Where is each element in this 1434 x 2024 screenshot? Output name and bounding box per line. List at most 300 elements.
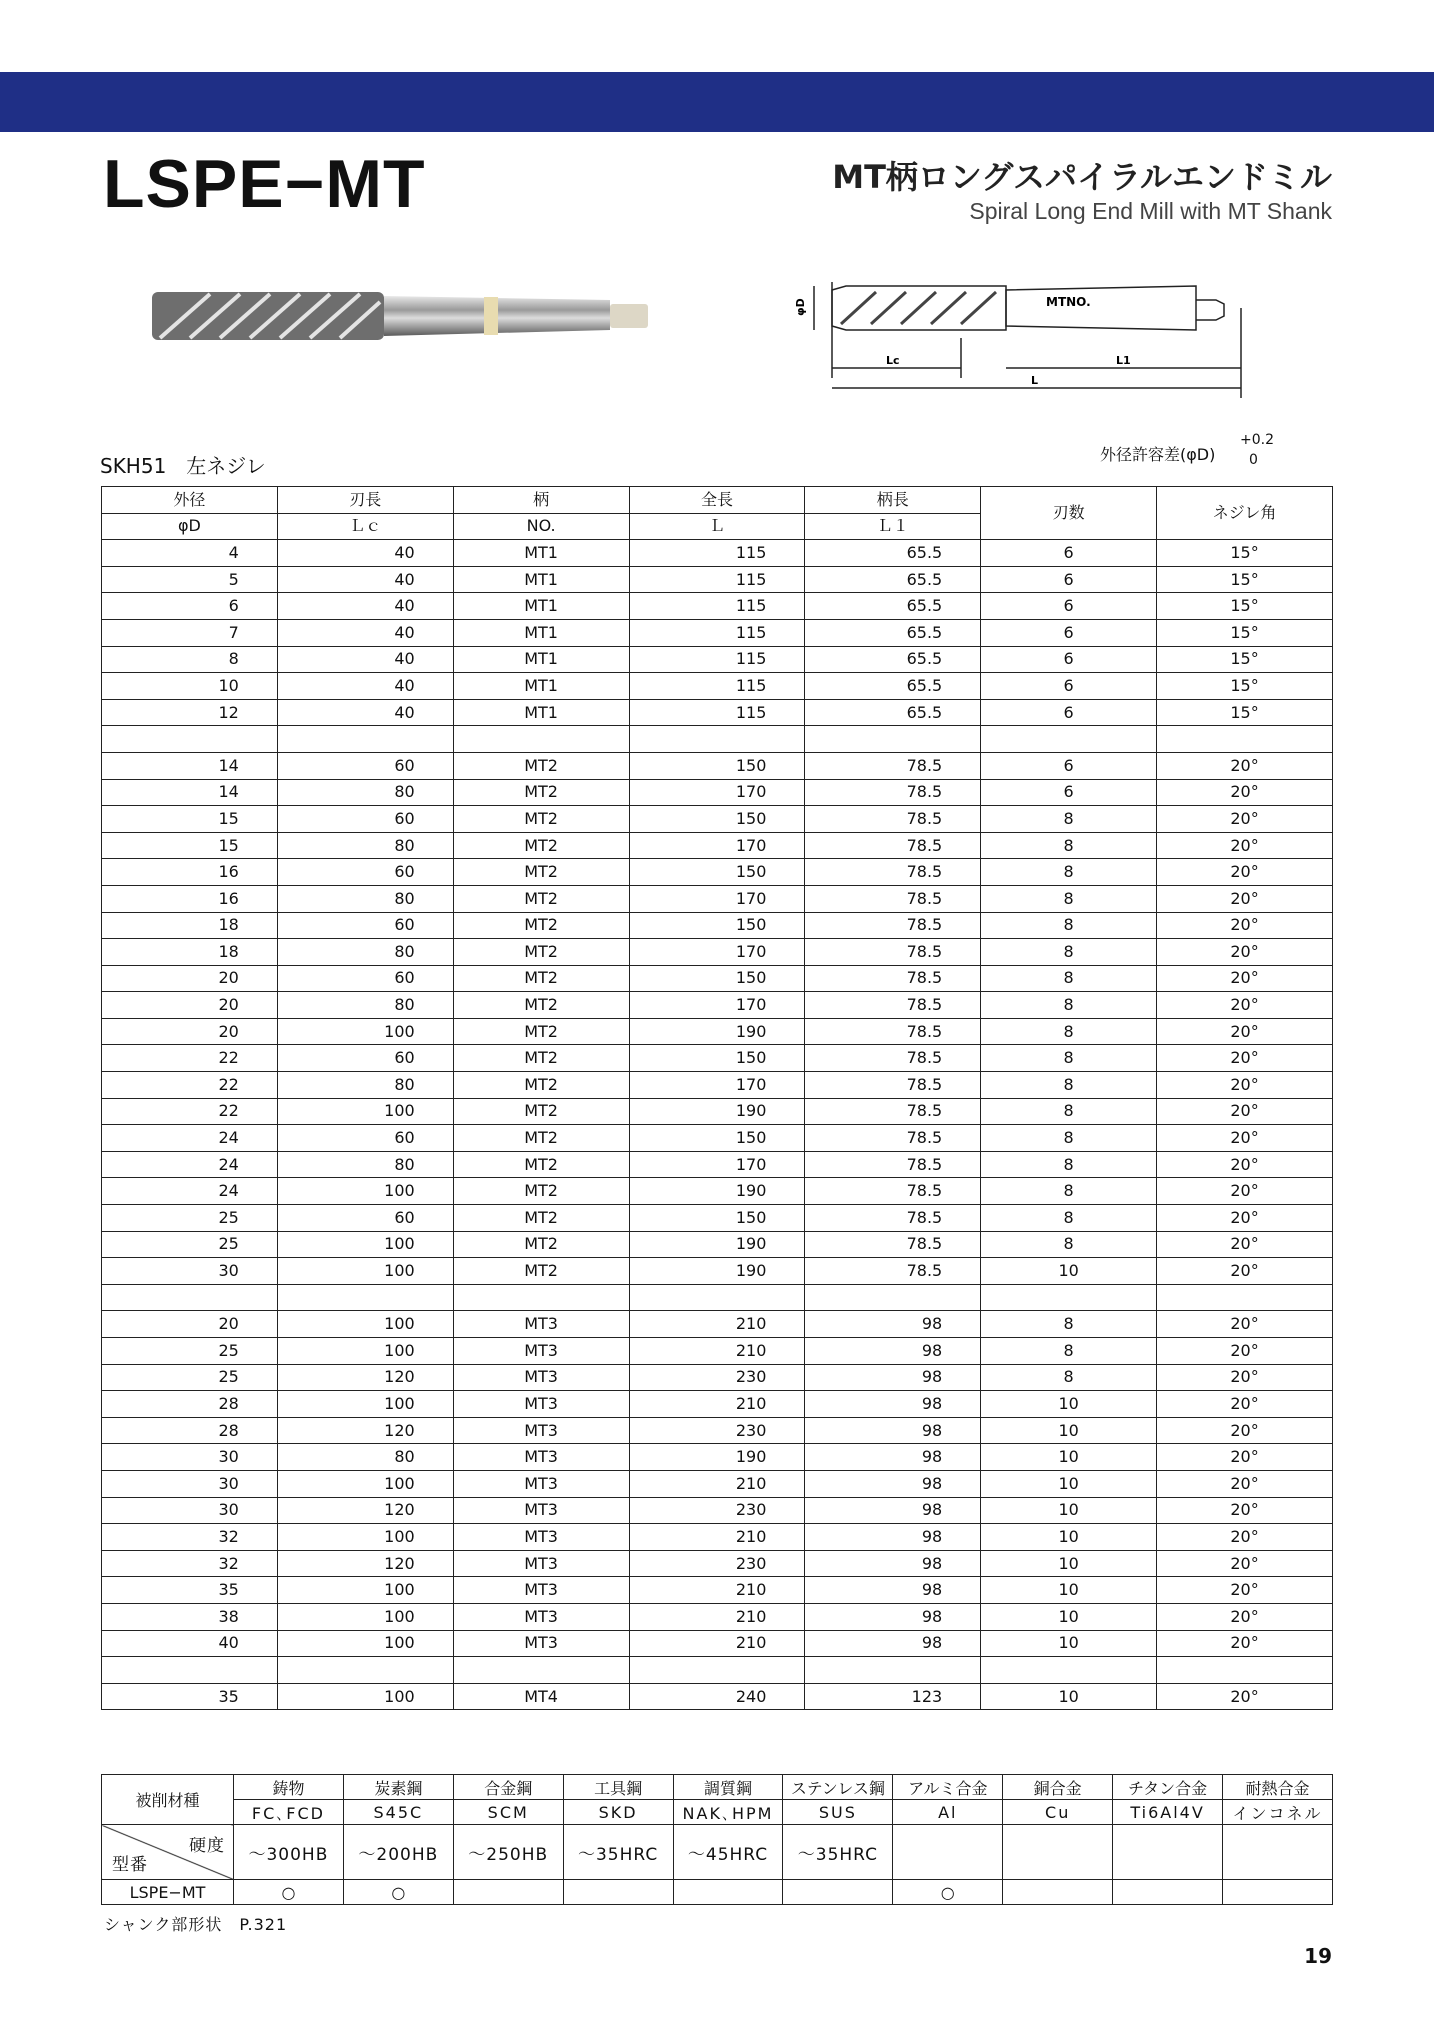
hardness-value: ～300HB xyxy=(234,1825,344,1880)
cell-overall-length: 190 xyxy=(629,1258,805,1285)
table-row xyxy=(102,1577,1333,1604)
type-label: 型番 xyxy=(112,1855,148,1875)
table-row xyxy=(102,1630,1333,1657)
cell-flutes: 8 xyxy=(981,832,1157,859)
hardness-value: ～200HB xyxy=(343,1825,453,1880)
cell-shank-no: MT3 xyxy=(453,1603,629,1630)
cell-shank-length: 65.5 xyxy=(805,646,981,673)
cell-helix-angle: 20° xyxy=(1157,1125,1333,1152)
cell-flutes xyxy=(981,726,1157,753)
cell-overall-length: 210 xyxy=(629,1391,805,1418)
cell-shank-no: MT3 xyxy=(453,1417,629,1444)
table-row xyxy=(102,806,1333,833)
cell-overall-length: 210 xyxy=(629,1630,805,1657)
hardness-label: 硬度 xyxy=(189,1836,225,1856)
cell-helix-angle: 20° xyxy=(1157,965,1333,992)
cell-diameter: 18 xyxy=(102,912,278,939)
cell-shank-no: MT1 xyxy=(453,673,629,700)
material-category: 銅合金 xyxy=(1003,1775,1113,1800)
hardness-value xyxy=(1003,1825,1113,1880)
cell-shank-length: 65.5 xyxy=(805,673,981,700)
table-row xyxy=(102,726,1333,753)
cell-helix-angle: 20° xyxy=(1157,992,1333,1019)
table-row xyxy=(102,566,1333,593)
cell-flutes: 8 xyxy=(981,1125,1157,1152)
cell-shank-length: 65.5 xyxy=(805,699,981,726)
cell-flutes: 8 xyxy=(981,1178,1157,1205)
cell-overall-length: 190 xyxy=(629,1444,805,1471)
cell-flutes: 6 xyxy=(981,699,1157,726)
cell-diameter: 8 xyxy=(102,646,278,673)
cell-overall-length xyxy=(629,1284,805,1311)
material-category: アルミ合金 xyxy=(893,1775,1003,1800)
cell-flutes: 8 xyxy=(981,1338,1157,1365)
table-row xyxy=(102,1311,1333,1338)
cell-shank-no: MT3 xyxy=(453,1497,629,1524)
cell-diameter: 25 xyxy=(102,1364,278,1391)
cell-flute-length: 100 xyxy=(277,1178,453,1205)
table-row xyxy=(102,885,1333,912)
cell-flute-length: 80 xyxy=(277,992,453,1019)
cell-flute-length: 80 xyxy=(277,1072,453,1099)
material-category: 炭素鋼 xyxy=(343,1775,453,1800)
table-row xyxy=(102,699,1333,726)
cell-flute-length: 40 xyxy=(277,593,453,620)
cell-overall-length: 210 xyxy=(629,1603,805,1630)
cell-shank-no: MT1 xyxy=(453,593,629,620)
cell-helix-angle: 15° xyxy=(1157,619,1333,646)
table-row xyxy=(102,1258,1333,1285)
cell-overall-length: 230 xyxy=(629,1417,805,1444)
cell-shank-length: 78.5 xyxy=(805,1178,981,1205)
cell-flutes: 6 xyxy=(981,619,1157,646)
cell-flute-length: 60 xyxy=(277,859,453,886)
diameter-label: φD xyxy=(794,298,807,316)
cell-diameter: 20 xyxy=(102,1018,278,1045)
material-type-label: 被削材種 xyxy=(102,1775,234,1825)
cell-overall-length xyxy=(629,1657,805,1684)
cell-flute-length: 80 xyxy=(277,885,453,912)
cell-shank-length: 98 xyxy=(805,1470,981,1497)
cell-flutes: 10 xyxy=(981,1603,1157,1630)
material-category: 鋳物 xyxy=(234,1775,344,1800)
cell-shank-no: MT1 xyxy=(453,646,629,673)
material-code: NAK､HPM xyxy=(673,1800,783,1825)
table-row xyxy=(102,1045,1333,1072)
cell-flute-length: 40 xyxy=(277,699,453,726)
cell-diameter: 12 xyxy=(102,699,278,726)
material-category: 工具鋼 xyxy=(563,1775,673,1800)
cell-flute-length: 40 xyxy=(277,566,453,593)
cell-overall-length: 150 xyxy=(629,965,805,992)
cell-overall-length: 190 xyxy=(629,1231,805,1258)
cell-helix-angle: 15° xyxy=(1157,699,1333,726)
cell-diameter: 32 xyxy=(102,1524,278,1551)
cell-overall-length: 115 xyxy=(629,593,805,620)
cell-flute-length xyxy=(277,1657,453,1684)
table-row xyxy=(102,1391,1333,1418)
table-row xyxy=(102,1603,1333,1630)
cell-flute-length: 100 xyxy=(277,1603,453,1630)
cell-helix-angle: 15° xyxy=(1157,673,1333,700)
table-row xyxy=(102,939,1333,966)
hardness-value: ～35HRC xyxy=(783,1825,893,1880)
cell-flutes: 8 xyxy=(981,1018,1157,1045)
spec-table xyxy=(101,486,1333,1710)
cell-flute-length: 60 xyxy=(277,912,453,939)
cell-diameter: 24 xyxy=(102,1151,278,1178)
cell-helix-angle: 20° xyxy=(1157,1497,1333,1524)
cell-flutes: 10 xyxy=(981,1577,1157,1604)
cell-shank-no: MT2 xyxy=(453,1231,629,1258)
cell-shank-length: 98 xyxy=(805,1417,981,1444)
cell-overall-length: 210 xyxy=(629,1311,805,1338)
cell-shank-no: MT2 xyxy=(453,1258,629,1285)
cell-overall-length: 170 xyxy=(629,885,805,912)
header-flute-length: 刃長 xyxy=(277,487,453,514)
cell-diameter: 40 xyxy=(102,1630,278,1657)
cell-overall-length: 170 xyxy=(629,1151,805,1178)
cell-helix-angle: 20° xyxy=(1157,1524,1333,1551)
cell-overall-length: 115 xyxy=(629,540,805,567)
cell-overall-length: 115 xyxy=(629,646,805,673)
cell-flutes: 8 xyxy=(981,1205,1157,1232)
cell-flute-length: 100 xyxy=(277,1470,453,1497)
cell-flute-length: 120 xyxy=(277,1364,453,1391)
cell-helix-angle: 15° xyxy=(1157,593,1333,620)
cell-helix-angle: 20° xyxy=(1157,1072,1333,1099)
cell-diameter: 10 xyxy=(102,673,278,700)
cell-helix-angle: 20° xyxy=(1157,1577,1333,1604)
cell-flute-length: 100 xyxy=(277,1018,453,1045)
cell-flute-length: 80 xyxy=(277,779,453,806)
cell-shank-length: 98 xyxy=(805,1577,981,1604)
header-l1-symbol: Ｌ１ xyxy=(805,513,981,540)
table-row xyxy=(102,1018,1333,1045)
cell-diameter: 14 xyxy=(102,779,278,806)
cell-diameter: 14 xyxy=(102,752,278,779)
cell-diameter: 6 xyxy=(102,593,278,620)
material-category: 合金鋼 xyxy=(453,1775,563,1800)
cell-diameter: 35 xyxy=(102,1577,278,1604)
cell-shank-length: 65.5 xyxy=(805,619,981,646)
cell-diameter: 30 xyxy=(102,1258,278,1285)
cell-helix-angle: 20° xyxy=(1157,1098,1333,1125)
material-code: S45C xyxy=(343,1800,453,1825)
cell-overall-length: 230 xyxy=(629,1497,805,1524)
cell-helix-angle: 20° xyxy=(1157,832,1333,859)
table-row xyxy=(102,1524,1333,1551)
table-row xyxy=(102,752,1333,779)
page-number: 19 xyxy=(1304,1944,1332,1968)
cell-shank-length: 78.5 xyxy=(805,779,981,806)
cell-overall-length: 170 xyxy=(629,832,805,859)
cell-overall-length: 240 xyxy=(629,1683,805,1710)
cell-flute-length: 60 xyxy=(277,1205,453,1232)
table-row xyxy=(102,1417,1333,1444)
cell-flute-length: 100 xyxy=(277,1524,453,1551)
table-row xyxy=(102,1657,1333,1684)
cell-shank-length: 98 xyxy=(805,1391,981,1418)
cell-flutes: 8 xyxy=(981,1311,1157,1338)
tolerance-label: 外径許容差(φD) xyxy=(1100,445,1216,464)
cell-shank-no: MT2 xyxy=(453,1151,629,1178)
cell-shank-length: 98 xyxy=(805,1603,981,1630)
cell-flute-length: 40 xyxy=(277,619,453,646)
material-spec: SKH51 左ネジレ xyxy=(100,454,266,478)
cell-flute-length: 40 xyxy=(277,646,453,673)
table-row xyxy=(102,1497,1333,1524)
table-row xyxy=(102,1470,1333,1497)
cell-flutes: 6 xyxy=(981,540,1157,567)
cell-flutes: 6 xyxy=(981,646,1157,673)
header-shank: 柄 xyxy=(453,487,629,514)
cell-shank-length: 65.5 xyxy=(805,593,981,620)
cell-flutes: 10 xyxy=(981,1470,1157,1497)
header-diameter-symbol: φD xyxy=(102,513,278,540)
cell-shank-no: MT3 xyxy=(453,1391,629,1418)
cell-diameter: 30 xyxy=(102,1444,278,1471)
cell-shank-length: 98 xyxy=(805,1524,981,1551)
header-band xyxy=(0,72,1434,132)
cell-diameter: 22 xyxy=(102,1098,278,1125)
cell-shank-length: 98 xyxy=(805,1338,981,1365)
cell-flute-length: 80 xyxy=(277,939,453,966)
cell-helix-angle: 20° xyxy=(1157,1205,1333,1232)
cell-flute-length: 100 xyxy=(277,1258,453,1285)
cell-flutes: 8 xyxy=(981,885,1157,912)
cell-diameter xyxy=(102,1284,278,1311)
cell-shank-length: 78.5 xyxy=(805,752,981,779)
cell-flutes: 6 xyxy=(981,752,1157,779)
material-code: Cu xyxy=(1003,1800,1113,1825)
cell-helix-angle: 20° xyxy=(1157,1417,1333,1444)
cell-diameter: 4 xyxy=(102,540,278,567)
header-l-symbol: Ｌ xyxy=(629,513,805,540)
suitability-mark: ○ xyxy=(343,1880,453,1905)
cell-shank-no: MT3 xyxy=(453,1444,629,1471)
table-row xyxy=(102,673,1333,700)
cell-helix-angle: 20° xyxy=(1157,859,1333,886)
cell-diameter: 20 xyxy=(102,1311,278,1338)
cell-flute-length: 60 xyxy=(277,752,453,779)
table-row xyxy=(102,1125,1333,1152)
cell-diameter: 20 xyxy=(102,992,278,1019)
cell-shank-length: 78.5 xyxy=(805,912,981,939)
cell-flutes: 6 xyxy=(981,566,1157,593)
cell-shank-no: MT3 xyxy=(453,1577,629,1604)
header-diameter: 外径 xyxy=(102,487,278,514)
cell-diameter: 35 xyxy=(102,1683,278,1710)
cell-diameter: 24 xyxy=(102,1125,278,1152)
table-row xyxy=(102,1098,1333,1125)
suitability-mark xyxy=(673,1880,783,1905)
table-row xyxy=(102,1072,1333,1099)
cell-flute-length: 60 xyxy=(277,1125,453,1152)
cell-helix-angle xyxy=(1157,1284,1333,1311)
cell-shank-length xyxy=(805,1657,981,1684)
cell-overall-length: 150 xyxy=(629,1125,805,1152)
cell-overall-length: 115 xyxy=(629,566,805,593)
cell-flute-length: 120 xyxy=(277,1417,453,1444)
cell-shank-no: MT2 xyxy=(453,1072,629,1099)
cell-overall-length: 115 xyxy=(629,699,805,726)
cell-diameter xyxy=(102,726,278,753)
l1-label: L1 xyxy=(1116,354,1131,367)
cell-flutes: 10 xyxy=(981,1683,1157,1710)
end-mill-photo xyxy=(150,282,654,348)
cell-shank-no: MT2 xyxy=(453,992,629,1019)
cell-shank-length: 78.5 xyxy=(805,1231,981,1258)
cell-shank-no: MT2 xyxy=(453,806,629,833)
cell-helix-angle: 20° xyxy=(1157,1231,1333,1258)
table-row xyxy=(102,1550,1333,1577)
cell-diameter: 20 xyxy=(102,965,278,992)
cell-flute-length: 100 xyxy=(277,1630,453,1657)
table-row xyxy=(102,992,1333,1019)
header-overall-length: 全長 xyxy=(629,487,805,514)
cell-diameter: 25 xyxy=(102,1205,278,1232)
suitability-mark: ○ xyxy=(893,1880,1003,1905)
cell-shank-no: MT3 xyxy=(453,1364,629,1391)
cell-flute-length: 60 xyxy=(277,965,453,992)
header-helix-angle: ネジレ角 xyxy=(1157,487,1333,540)
cell-helix-angle: 20° xyxy=(1157,1151,1333,1178)
cell-shank-length: 78.5 xyxy=(805,992,981,1019)
cell-shank-no: MT2 xyxy=(453,1178,629,1205)
cell-diameter: 32 xyxy=(102,1550,278,1577)
cell-helix-angle: 15° xyxy=(1157,646,1333,673)
cell-overall-length: 170 xyxy=(629,779,805,806)
cell-shank-length: 98 xyxy=(805,1497,981,1524)
cell-flutes: 6 xyxy=(981,593,1157,620)
cell-diameter: 16 xyxy=(102,885,278,912)
cell-helix-angle: 20° xyxy=(1157,1018,1333,1045)
product-code: LSPE−MT xyxy=(103,146,426,222)
cell-overall-length: 190 xyxy=(629,1018,805,1045)
cell-flute-length: 100 xyxy=(277,1311,453,1338)
cell-diameter: 22 xyxy=(102,1045,278,1072)
material-code: インコネル xyxy=(1223,1800,1333,1825)
cell-shank-no xyxy=(453,1657,629,1684)
cell-overall-length: 150 xyxy=(629,912,805,939)
cell-diameter: 25 xyxy=(102,1231,278,1258)
cell-shank-length: 78.5 xyxy=(805,1018,981,1045)
cell-flute-length: 120 xyxy=(277,1550,453,1577)
cell-flute-length: 40 xyxy=(277,673,453,700)
cell-overall-length: 170 xyxy=(629,939,805,966)
table-row xyxy=(102,1231,1333,1258)
table-row xyxy=(102,912,1333,939)
cell-shank-no: MT4 xyxy=(453,1683,629,1710)
cell-shank-no: MT3 xyxy=(453,1311,629,1338)
cell-helix-angle: 20° xyxy=(1157,1444,1333,1471)
hardness-value xyxy=(893,1825,1003,1880)
cell-flutes: 10 xyxy=(981,1550,1157,1577)
table-row xyxy=(102,1205,1333,1232)
cell-shank-no: MT2 xyxy=(453,1205,629,1232)
cell-shank-length: 123 xyxy=(805,1683,981,1710)
cell-shank-no: MT2 xyxy=(453,939,629,966)
table-row xyxy=(102,1444,1333,1471)
header-flutes: 刃数 xyxy=(981,487,1157,540)
cell-flutes xyxy=(981,1284,1157,1311)
cell-helix-angle: 20° xyxy=(1157,1550,1333,1577)
cell-flutes: 6 xyxy=(981,673,1157,700)
material-table xyxy=(101,1774,1333,1905)
dimension-drawing xyxy=(786,278,1246,408)
cell-diameter: 18 xyxy=(102,939,278,966)
cell-flute-length xyxy=(277,1284,453,1311)
cell-shank-no: MT2 xyxy=(453,885,629,912)
cell-shank-no: MT2 xyxy=(453,779,629,806)
cell-shank-length: 65.5 xyxy=(805,540,981,567)
cell-overall-length: 190 xyxy=(629,1098,805,1125)
cell-shank-no: MT2 xyxy=(453,1098,629,1125)
hardness-type-header xyxy=(102,1825,234,1880)
cell-shank-no: MT3 xyxy=(453,1470,629,1497)
cell-overall-length: 150 xyxy=(629,806,805,833)
cell-overall-length: 150 xyxy=(629,859,805,886)
cell-overall-length: 170 xyxy=(629,1072,805,1099)
cell-helix-angle: 20° xyxy=(1157,1258,1333,1285)
cell-shank-no: MT1 xyxy=(453,566,629,593)
hardness-value xyxy=(1113,1825,1223,1880)
cell-flutes: 10 xyxy=(981,1391,1157,1418)
cell-flute-length xyxy=(277,726,453,753)
cell-flutes: 8 xyxy=(981,912,1157,939)
cell-flutes: 10 xyxy=(981,1497,1157,1524)
suitability-mark xyxy=(563,1880,673,1905)
cell-overall-length: 210 xyxy=(629,1524,805,1551)
cell-shank-length: 78.5 xyxy=(805,806,981,833)
cell-flutes: 8 xyxy=(981,1151,1157,1178)
cell-shank-length: 78.5 xyxy=(805,1125,981,1152)
cell-shank-no xyxy=(453,726,629,753)
cell-flutes: 8 xyxy=(981,939,1157,966)
title-japanese: MT柄ロングスパイラルエンドミル xyxy=(832,158,1332,196)
cell-shank-length: 78.5 xyxy=(805,965,981,992)
table-row xyxy=(102,593,1333,620)
cell-flute-length: 100 xyxy=(277,1683,453,1710)
cell-flutes: 8 xyxy=(981,1072,1157,1099)
cell-shank-length: 78.5 xyxy=(805,939,981,966)
cell-helix-angle xyxy=(1157,726,1333,753)
mt-no-label: MTNO. xyxy=(1046,295,1091,309)
cell-flute-length: 80 xyxy=(277,1151,453,1178)
cell-shank-length: 98 xyxy=(805,1311,981,1338)
cell-shank-length: 78.5 xyxy=(805,1205,981,1232)
header-no-symbol: NO. xyxy=(453,513,629,540)
table-row xyxy=(102,1151,1333,1178)
cell-flutes: 10 xyxy=(981,1630,1157,1657)
cell-overall-length: 150 xyxy=(629,752,805,779)
material-code: Ti6Al4V xyxy=(1113,1800,1223,1825)
cell-helix-angle: 20° xyxy=(1157,779,1333,806)
cell-shank-no: MT3 xyxy=(453,1338,629,1365)
table-row xyxy=(102,832,1333,859)
cell-shank-no: MT2 xyxy=(453,859,629,886)
cell-shank-length: 98 xyxy=(805,1364,981,1391)
cell-helix-angle xyxy=(1157,1657,1333,1684)
cell-shank-no: MT2 xyxy=(453,1018,629,1045)
l-label: L xyxy=(1031,374,1039,387)
cell-flutes: 8 xyxy=(981,965,1157,992)
cell-diameter: 30 xyxy=(102,1470,278,1497)
header-shank-length: 柄長 xyxy=(805,487,981,514)
cell-helix-angle: 20° xyxy=(1157,1311,1333,1338)
cell-shank-no: MT3 xyxy=(453,1524,629,1551)
